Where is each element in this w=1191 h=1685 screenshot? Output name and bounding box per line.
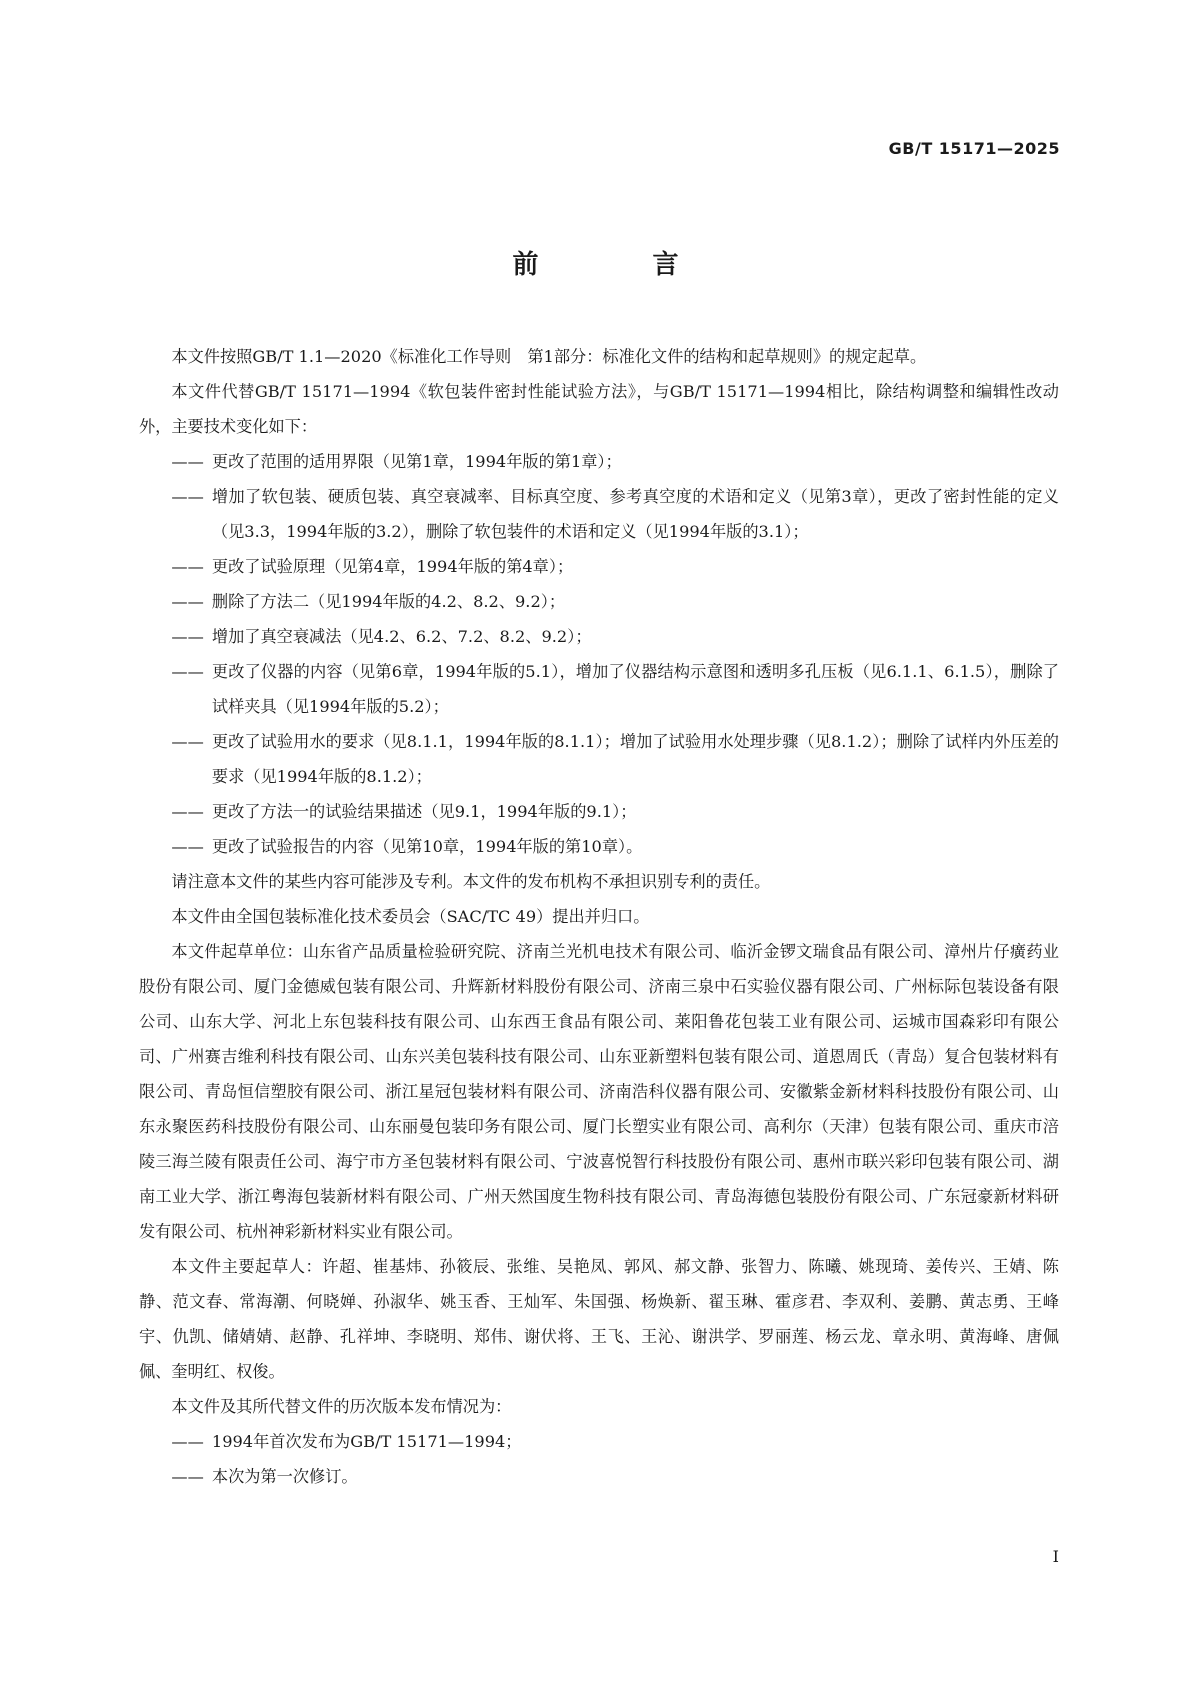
change-item bbox=[171, 584, 1059, 619]
dash-marker: —— bbox=[171, 592, 204, 611]
change-item-text: 更改了试验原理（见第4章，1994年版的第4章）； bbox=[211, 557, 574, 576]
change-item-text: 更改了试验用水的要求（见8.1.1，1994年版的8.1.1）；增加了试验用水处理步骤（见8.1.2）；删除了试样内外压差的要求（见1994年版的8.1.2）； bbox=[211, 732, 1059, 786]
change-item-text: 增加了真空衰减法（见4.2、6.2、7.2、8.2、9.2）； bbox=[211, 627, 592, 646]
change-item bbox=[171, 549, 1059, 584]
change-item-text: 删除了方法二（见1994年版的4.2、8.2、9.2）； bbox=[211, 592, 566, 611]
foreword-body bbox=[139, 339, 1059, 1494]
change-item bbox=[171, 654, 1059, 724]
dash-marker: —— bbox=[171, 662, 204, 681]
history-item-text: 1994年首次发布为GB/T 15171—1994； bbox=[211, 1432, 522, 1451]
change-item bbox=[171, 479, 1059, 549]
change-item bbox=[171, 444, 1059, 479]
dash-marker: —— bbox=[171, 1432, 204, 1451]
change-item-text: 更改了仪器的内容（见第6章，1994年版的5.1），增加了仪器结构示意图和透明多孔压板（见6.1.1、6.1.5），删除了试样夹具（见1994年版的5.2）； bbox=[211, 662, 1059, 716]
change-item-text: 更改了方法一的试验结果描述（见9.1，1994年版的9.1）； bbox=[211, 802, 637, 821]
change-item bbox=[171, 794, 1059, 829]
change-item-text: 更改了范围的适用界限（见第1章，1994年版的第1章）； bbox=[211, 452, 622, 471]
dash-marker: —— bbox=[171, 627, 204, 646]
dash-marker: —— bbox=[171, 802, 204, 821]
drafting-rules-paragraph: 本文件按照GB/T 1.1—2020《标准化工作导则 第1部分：标准化文件的结构和起草规则》的规定起草。 bbox=[171, 347, 927, 366]
history-item bbox=[171, 1424, 1059, 1459]
drafters-paragraph: 本文件主要起草人：许超、崔基炜、孙筱辰、张维、吴艳凤、郭风、郝文静、张智力、陈曦、姚现琦、姜传兴、王婧、陈静、范文春、常海潮、何晓婵、孙淑华、姚玉香、王灿军、朱国强、杨焕新、翟玉琳、霍彦君、李双利、姜鹏、黄志勇、王峰宇、仇凯、储婧婧、赵静、孔祥坤、李晓明、郑伟、谢伏将、王飞、王沁、谢洪学、罗丽莲、杨云龙、章永明、黄海峰、唐佩佩、奎明红、权俊。 bbox=[139, 1257, 1059, 1381]
history-item bbox=[171, 1459, 1059, 1494]
patent-notice: 请注意本文件的某些内容可能涉及专利。本文件的发布机构不承担识别专利的责任。 bbox=[171, 872, 771, 891]
history-intro: 本文件及其所代替文件的历次版本发布情况为： bbox=[171, 1397, 512, 1416]
dash-marker: —— bbox=[171, 487, 204, 506]
change-item-text: 增加了软包装、硬质包装、真空衰减率、目标真空度、参考真空度的术语和定义（见第3章），更改了密封性能的定义（见3.3，1994年版的3.2），删除了软包装件的术语和定义（见1994年版的3.1）； bbox=[211, 487, 1059, 541]
page-number: I bbox=[1052, 1547, 1059, 1566]
change-item bbox=[171, 724, 1059, 794]
change-item-text: 更改了试验报告的内容（见第10章，1994年版的第10章）。 bbox=[211, 837, 643, 856]
standard-code: GB/T 15171—2025 bbox=[888, 139, 1060, 158]
dash-marker: —— bbox=[171, 732, 204, 751]
page-title: 前 言 bbox=[512, 250, 723, 280]
replacement-paragraph: 本文件代替GB/T 15171—1994《软包装件密封性能试验方法》，与GB/T 15171—1994相比，除结构调整和编辑性改动外，主要技术变化如下： bbox=[139, 382, 1059, 436]
proposer-paragraph: 本文件由全国包装标准化技术委员会（SAC/TC 49）提出并归口。 bbox=[171, 907, 650, 926]
drafting-units-paragraph: 本文件起草单位：山东省产品质量检验研究院、济南兰光机电技术有限公司、临沂金锣文瑞食品有限公司、漳州片仔癀药业股份有限公司、厦门金德威包装有限公司、升辉新材料股份有限公司、济南三泉中石实验仪器有限公司、广州标际包装设备有限公司、山东大学、河北上东包装科技有限公司、山东西王食品有限公司、莱阳鲁花包装工业有限公司、运城市国森彩印有限公司、广州赛吉维利科技有限公司、山东兴美包装科技有限公司、山东亚新塑料包装有限公司、道恩周氏（青岛）复合包装材料有限公司、青岛恒信塑胶有限公司、浙江星冠包装材料有限公司、济南浩科仪器有限公司、安徽紫金新材料科技股份有限公司、山东永聚医药科技股份有限公司、山东丽曼包装印务有限公司、厦门长塑实业有限公司、高利尔（天津）包装有限公司、重庆市涪陵三海兰陵有限责任公司、海宁市方圣包装材料有限公司、宁波喜悦智行科技股份有限公司、惠州市联兴彩印包装有限公司、湖南工业大学、浙江粤海包装新材料有限公司、广州天然国度生物科技有限公司、青岛海德包装股份有限公司、广东冠豪新材料研发有限公司、杭州神彩新材料实业有限公司。 bbox=[139, 942, 1059, 1241]
dash-marker: —— bbox=[171, 557, 204, 576]
dash-marker: —— bbox=[171, 452, 204, 471]
history-item-text: 本次为第一次修订。 bbox=[211, 1467, 358, 1486]
change-item bbox=[171, 619, 1059, 654]
dash-marker: —— bbox=[171, 837, 204, 856]
change-item bbox=[171, 829, 1059, 864]
dash-marker: —— bbox=[171, 1467, 204, 1486]
